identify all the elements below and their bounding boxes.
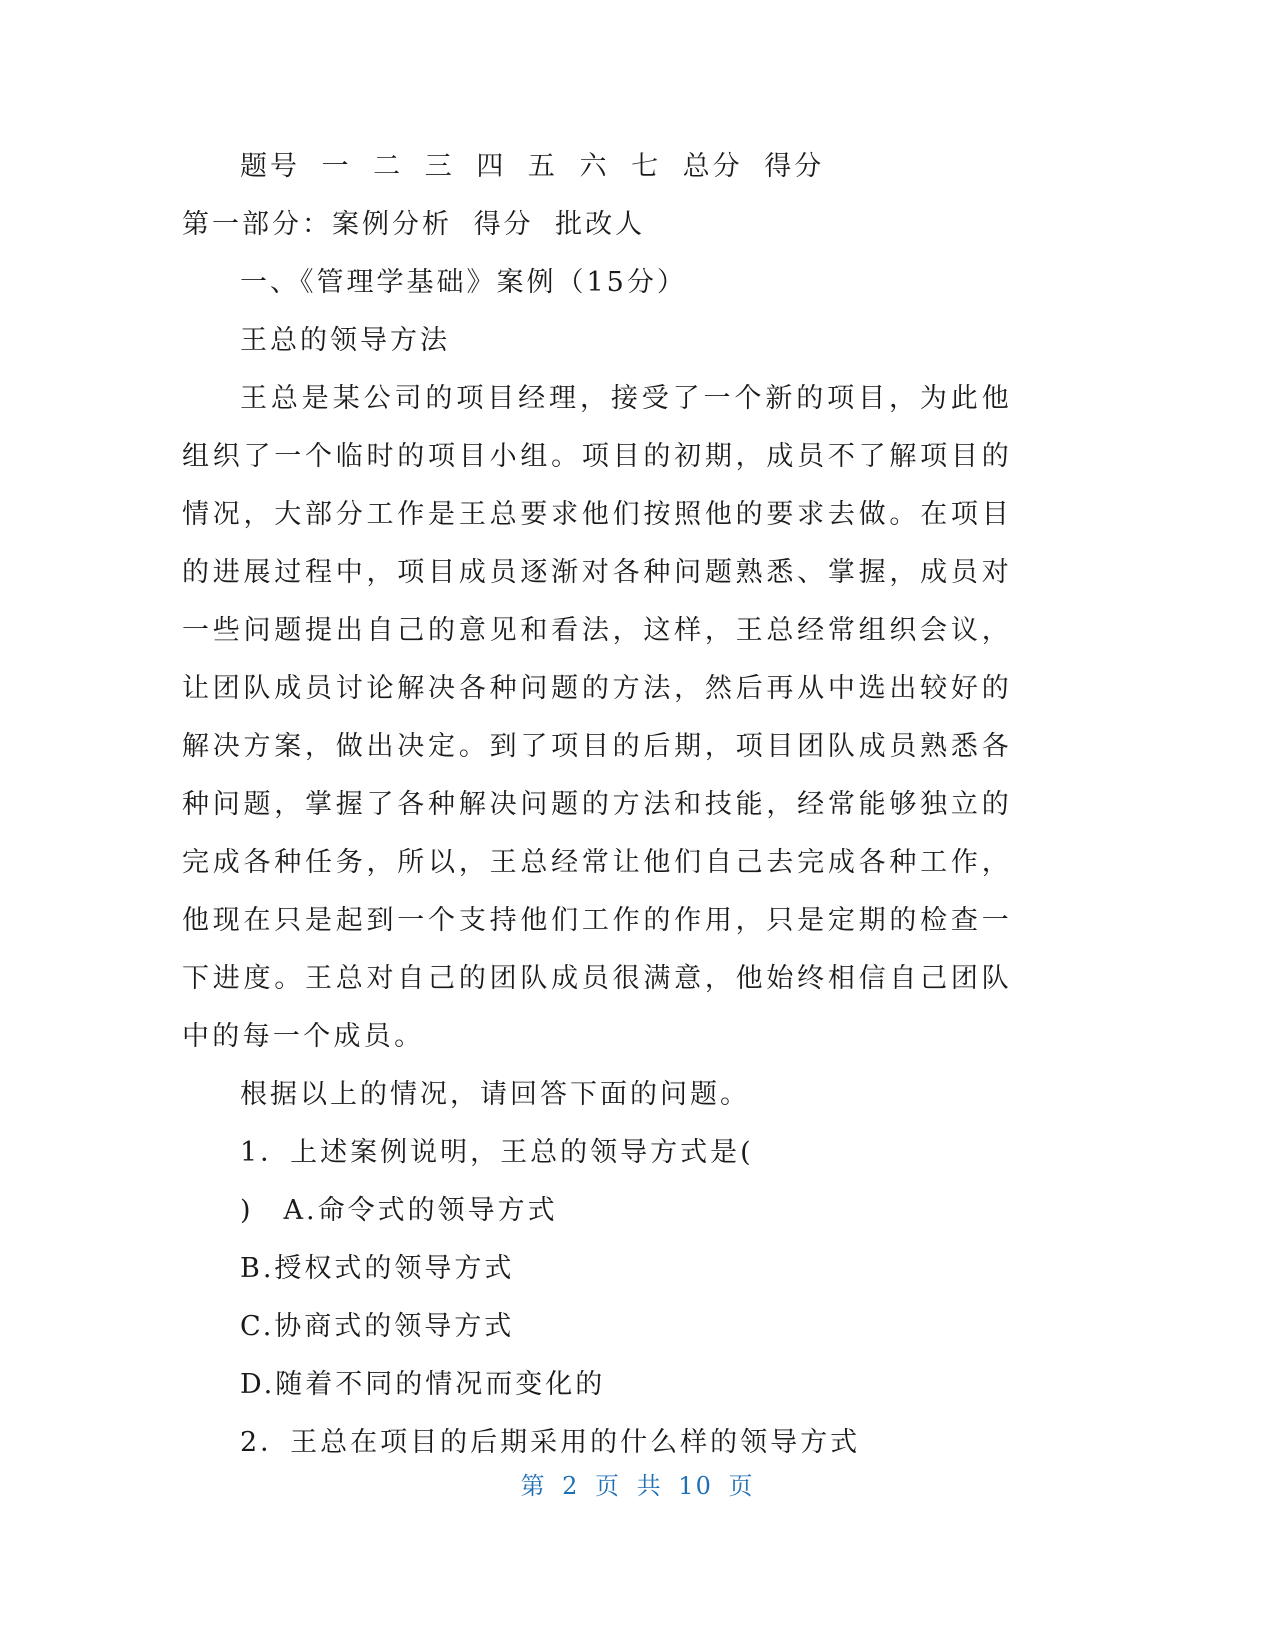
page-content — [182, 138, 1012, 1472]
question-prompt: 根据以上的情况，请回答下面的问题。 — [240, 1079, 750, 1110]
page-number-footer: 第 2 页 共 10 页 — [520, 1472, 755, 1500]
section-heading: 一、《管理学基础》案例（15分） — [240, 267, 687, 298]
score-table-header: 题号 一 二 三 四 五 六 七 总分 得分 — [240, 151, 825, 182]
question-2: 2．王总在项目的后期采用的什么样的领导方式 — [240, 1427, 861, 1458]
option-c: C.协商式的领导方式 — [240, 1311, 515, 1342]
case-title: 王总的领导方法 — [240, 325, 450, 356]
part-heading: 第一部分：案例分析 得分 批改人 — [182, 209, 646, 240]
option-a: ) A.命令式的领导方式 — [240, 1195, 558, 1226]
option-d: D.随着不同的情况而变化的 — [240, 1369, 606, 1400]
question-1: 1．上述案例说明，王总的领导方式是( — [240, 1137, 754, 1168]
case-body-paragraph: 王总是某公司的项目经理，接受了一个新的项目，为此他组织了一个临时的项目小组。项目的初期，成员不了解项目的情况，大部分工作是王总要求他们按照他的要求去做。在项目的进展过程中，项目成员逐渐对各种问题熟悉、掌握，成员对一些问题提出自己的意见和看法，这样，王总经常组织会议，让团队成员讨论解决各种问题的方法，然后再从中选出较好的解决方案，做出决定。到了项目的后期，项目团队成员熟悉各种问题，掌握了各种解决问题的方法和技能，经常能够独立的完成各种任务，所以，王总经常让他们自己去完成各种工作，他现在只是起到一个支持他们工作的作用，只是定期的检查一下进度。王总对自己的团队成员很满意，他始终相信自己团队中的每一个成员。 — [182, 383, 1012, 1052]
option-b: B.授权式的领导方式 — [240, 1253, 515, 1284]
